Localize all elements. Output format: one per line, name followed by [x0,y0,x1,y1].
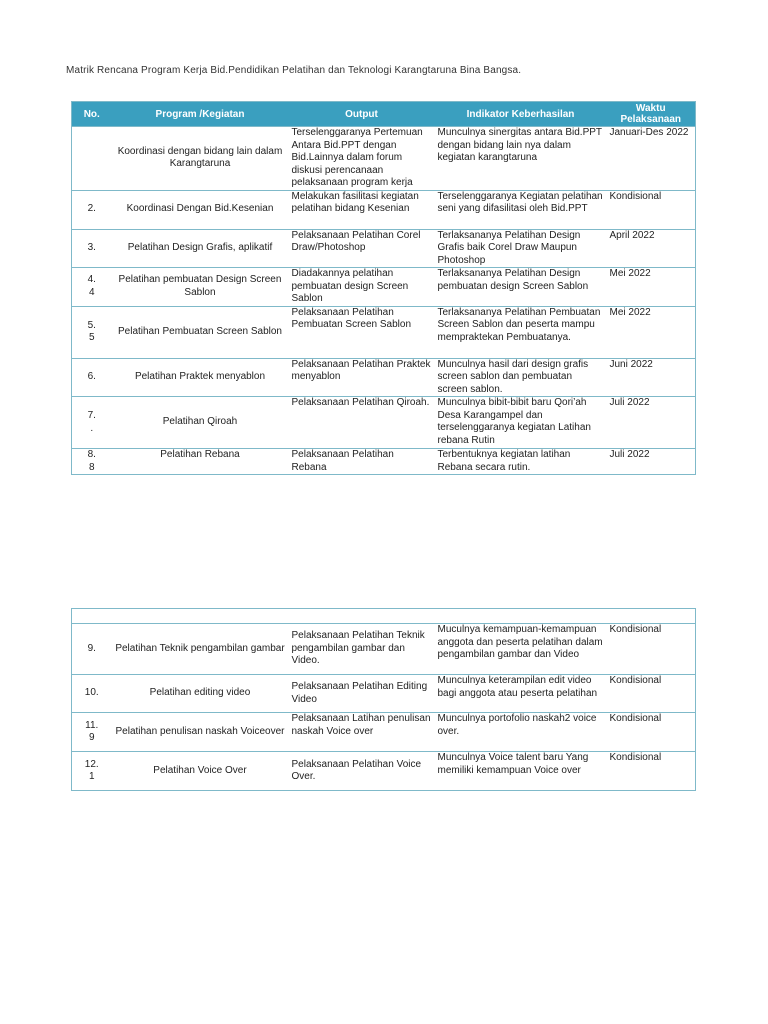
row-output: Diadakannya pelatihan pembuatan design Screen Sablon [289,268,435,307]
row-no: 11. 9 [72,713,112,752]
row-output: Pelaksanaan Pelatihan Rebana [289,449,435,475]
row-output: Melakukan fasilitasi kegiatan pelatihan bidang Kesenian [289,190,435,229]
table-row [72,306,696,358]
row-waktu: Kondisional [607,624,696,675]
row-no: 2. [72,190,112,229]
row-no: 12. 1 [72,752,112,791]
row-indikator: Terlaksananya Pelatihan Design Grafis baik Corel Draw Maupun Photoshop [435,229,607,268]
header-indikator: Indikator Keberhasilan [435,102,607,127]
row-output: Pelaksanaan Pelatihan Teknik pengambilan gambar dan Video. [289,624,435,675]
row-indikator: Terbentuknya kegiatan latihan Rebana secara rutin. [435,449,607,475]
table-row [72,190,696,229]
row-waktu: Kondisional [607,190,696,229]
row-program: Pelatihan Teknik pengambilan gambar [112,624,289,675]
row-no [72,127,112,191]
row-indikator: Munculnya bibit-bibit baru Qori’ah Desa Karangampel dan terselenggaranya kegiatan Latihan rebana Rutin [435,397,607,449]
row-waktu: Kondisional [607,675,696,713]
row-output: Pelaksanaan Pelatihan Voice Over. [289,752,435,791]
row-no: 5. 5 [72,306,112,358]
header-no: No. [72,102,112,127]
row-output: Pelaksanaan Pelatihan Pembuatan Screen Sablon [289,306,435,358]
header-output: Output [289,102,435,127]
program-matrix-table [71,101,696,475]
row-indikator: Munculnya portofolio naskah2 voice over. [435,713,607,752]
row-program: Pelatihan Voice Over [112,752,289,791]
row-indikator: Terselenggaranya Kegiatan pelatihan seni yang difasilitasi oleh Bid.PPT [435,190,607,229]
row-waktu: Mei 2022 [607,268,696,307]
row-program: Pelatihan Qiroah [112,397,289,449]
row-no: 3. [72,229,112,268]
row-program: Pelatihan Pembuatan Screen Sablon [112,306,289,358]
header-waktu: Waktu Pelaksanaan [607,102,696,127]
row-no: 9. [72,624,112,675]
header-program: Program /Kegiatan [112,102,289,127]
row-indikator: Munculnya keterampilan edit video bagi anggota atau peserta pelatihan [435,675,607,713]
row-program: Pelatihan Rebana [112,449,289,475]
row-output: Pelaksanaan Pelatihan Qiroah. [289,397,435,449]
table-row [72,624,696,675]
row-waktu: Juli 2022 [607,397,696,449]
row-indikator: Terlaksananya Pelatihan Pembuatan Screen Sablon dan peserta mampu mempraktekan Pembuatanya. [435,306,607,358]
row-indikator: Munculnya sinergitas antara Bid.PPT dengan bidang lain nya dalam kegiatan karangtaruna [435,127,607,191]
row-program: Pelatihan Praktek menyablon [112,358,289,397]
row-no: 7. . [72,397,112,449]
row-indikator: Munculnya Voice talent baru Yang memiliki kemampuan Voice over [435,752,607,791]
row-no: 6. [72,358,112,397]
document-title: Matrik Rencana Program Kerja Bid.Pendidikan Pelatihan dan Teknologi Karangtaruna Bina Bangsa. [66,65,522,76]
row-output: Terselenggaranya Pertemuan Antara Bid.PPT dengan Bid.Lainnya dalam forum diskusi perencanaan pelaksanaan program kerja [289,127,435,191]
row-output: Pelaksanaan Pelatihan Editing Video [289,675,435,713]
row-waktu: Mei 2022 [607,306,696,358]
row-output: Pelaksanaan Pelatihan Praktek menyablon [289,358,435,397]
row-program: Koordinasi dengan bidang lain dalam Karangtaruna [112,127,289,191]
row-program: Pelatihan Design Grafis, aplikatif [112,229,289,268]
row-no: 4. 4 [72,268,112,307]
table-row [72,675,696,713]
table-header-row-blank [72,609,696,624]
row-program: Pelatihan penulisan naskah Voiceover [112,713,289,752]
row-indikator: Munculnya hasil dari design grafis screen sablon dan pembuatan screen sablon. [435,358,607,397]
row-waktu: Juni 2022 [607,358,696,397]
table-row [72,268,696,307]
table-row [72,229,696,268]
row-waktu: Kondisional [607,752,696,791]
program-matrix-table-continued [71,608,696,791]
row-waktu: Kondisional [607,713,696,752]
table-header-row [72,102,696,127]
row-program: Koordinasi Dengan Bid.Kesenian [112,190,289,229]
table-row [72,713,696,752]
table-row [72,127,696,191]
row-no: 8. 8 [72,449,112,475]
row-waktu: Juli 2022 [607,449,696,475]
row-output: Pelaksanaan Latihan penulisan naskah Voice over [289,713,435,752]
row-program: Pelatihan editing video [112,675,289,713]
table-row [72,358,696,397]
row-waktu: Januari-Des 2022 [607,127,696,191]
table-row [72,449,696,475]
row-output: Pelaksanaan Pelatihan Corel Draw/Photoshop [289,229,435,268]
table-row [72,752,696,791]
row-waktu: April 2022 [607,229,696,268]
row-program: Pelatihan pembuatan Design Screen Sablon [112,268,289,307]
row-indikator: Terlaksananya Pelatihan Design pembuatan design Screen Sablon [435,268,607,307]
row-indikator: Muculnya kemampuan-kemampuan anggota dan peserta pelatihan dalam pengambilan gambar dan Video [435,624,607,675]
table-row [72,397,696,449]
row-no: 10. [72,675,112,713]
